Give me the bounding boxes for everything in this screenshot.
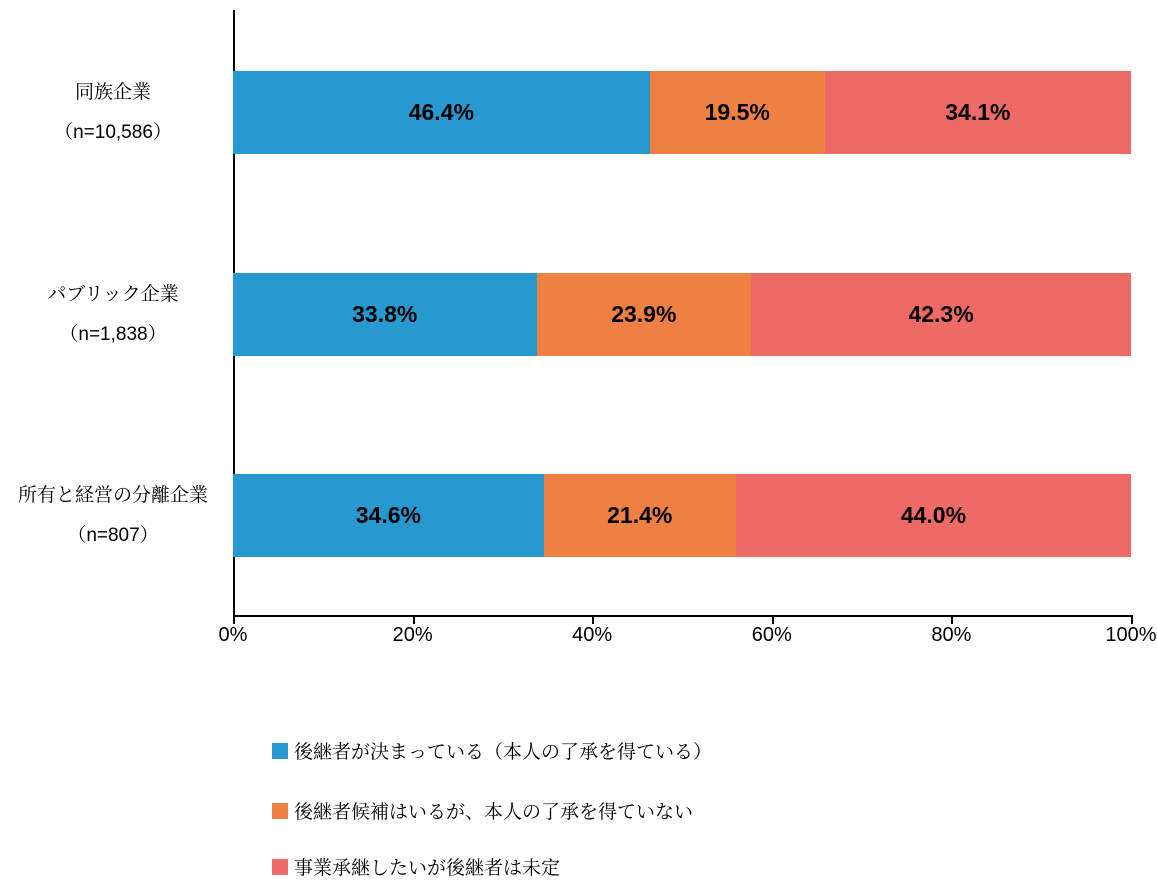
x-axis-line: [233, 615, 1133, 617]
x-axis-tick-label: 80%: [931, 624, 972, 646]
legend-item: [272, 797, 693, 824]
category-label: [0, 275, 226, 355]
category-sample-size: （n=10,586）: [54, 121, 172, 143]
bar-segment-series-1: [233, 71, 650, 154]
bar-row: [233, 273, 1131, 356]
x-axis-tick-label: 100%: [1105, 624, 1157, 646]
bar-segment-series-2: [650, 71, 825, 154]
x-axis-tick-label: 20%: [392, 624, 433, 646]
bar-value-label: 23.9%: [611, 301, 677, 327]
bar-value-label: 34.1%: [945, 99, 1011, 125]
bar-value-label: 21.4%: [607, 502, 673, 528]
bar-segment-series-3: [825, 71, 1131, 154]
x-axis-tick-mark: [233, 615, 235, 624]
x-axis-tick-label: 40%: [572, 624, 613, 646]
bar-value-label: 42.3%: [908, 301, 974, 327]
bar-segment-series-2: [537, 273, 752, 356]
x-axis-tick-mark: [1131, 615, 1133, 624]
category-name: パブリック企業: [47, 283, 179, 305]
bar-segment-series-2: [544, 474, 736, 557]
x-axis-tick-label: 60%: [751, 624, 792, 646]
legend-swatch-icon: [272, 803, 288, 819]
x-axis-tick-mark: [413, 615, 415, 624]
bar-value-label: 33.8%: [352, 301, 418, 327]
category-name: 同族企業: [74, 81, 151, 103]
x-axis-tick-mark: [772, 615, 774, 624]
legend-label: 後継者が決まっている（本人の了承を得ている）: [294, 742, 713, 763]
bar-value-label: 44.0%: [900, 502, 967, 528]
x-axis-tick-mark: [951, 615, 953, 624]
category-sample-size: （n=807）: [67, 524, 159, 546]
bar-value-label: 34.6%: [355, 502, 421, 528]
bar-segment-series-3: [751, 273, 1131, 356]
legend-item: [272, 737, 712, 764]
legend-label: 事業承継したいが後継者は未定: [294, 858, 561, 879]
bar-segment-series-1: [233, 273, 537, 356]
x-axis-tick-mark: [592, 615, 594, 624]
category-sample-size: （n=1,838）: [59, 323, 167, 345]
bar-value-label: 19.5%: [704, 99, 770, 125]
legend-label: 後継者候補はいるが、本人の了承を得ていない: [294, 802, 694, 823]
category-label: [0, 476, 226, 556]
legend-swatch-icon: [272, 859, 288, 875]
legend-swatch-icon: [272, 743, 288, 759]
legend-item: [272, 853, 560, 880]
bar-value-label: 46.4%: [408, 99, 474, 125]
x-axis-tick-label: 0%: [218, 624, 248, 646]
bar-row: [233, 71, 1131, 154]
category-name: 所有と経営の分離企業: [17, 484, 208, 506]
bar-segment-series-1: [233, 474, 544, 557]
bar-row: [233, 474, 1131, 557]
bar-segment-series-3: [736, 474, 1131, 557]
category-label: [0, 73, 226, 153]
